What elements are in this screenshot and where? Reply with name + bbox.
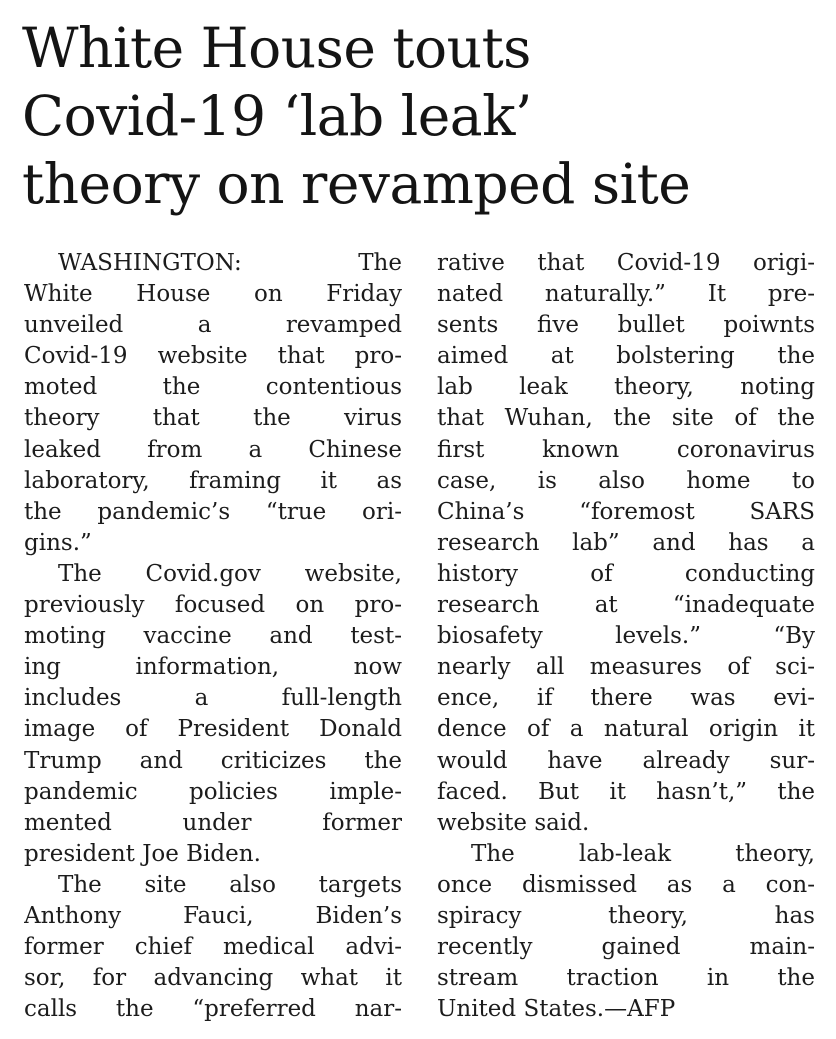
body-line: research at “inadequate bbox=[437, 592, 815, 619]
body-line: The Covid.gov website, bbox=[58, 560, 402, 587]
body-line: would have already sur- bbox=[437, 747, 815, 774]
article-column-left bbox=[24, 248, 402, 1025]
body-line: that Wuhan, the site of the bbox=[437, 405, 815, 432]
body-line: dence of a natural origin it bbox=[437, 716, 815, 743]
headline bbox=[22, 14, 822, 218]
body-line: first known coronavirus bbox=[437, 436, 815, 463]
body-line: includes a full-length bbox=[24, 685, 402, 712]
body-line: former chief medical advi- bbox=[24, 934, 402, 961]
body-line: gins.” bbox=[24, 529, 92, 556]
body-line: unveiled a revamped bbox=[24, 312, 402, 339]
body-line: United States.—AFP bbox=[437, 996, 676, 1023]
headline-line: White House touts bbox=[22, 16, 531, 80]
body-line: biosafety levels.” “By bbox=[437, 623, 815, 650]
body-line: case, is also home to bbox=[437, 467, 815, 494]
body-line: leaked from a Chinese bbox=[24, 436, 402, 463]
body-line: Anthony Fauci, Biden’s bbox=[24, 902, 402, 929]
body-line: research lab” and has a bbox=[437, 529, 815, 556]
body-line: spiracy theory, has bbox=[437, 902, 815, 929]
body-line: faced. But it hasn’t,” the bbox=[437, 778, 815, 805]
body-line: once dismissed as a con- bbox=[437, 871, 815, 898]
body-line: moted the contentious bbox=[24, 374, 402, 401]
body-line: image of President Donald bbox=[24, 716, 402, 743]
body-line: nated naturally.” It pre- bbox=[437, 281, 815, 308]
body-line: website said. bbox=[437, 809, 590, 836]
headline-line: Covid-19 ‘lab leak’ bbox=[22, 84, 532, 148]
body-line: history of conducting bbox=[437, 560, 815, 587]
body-line: the pandemic’s “true ori- bbox=[24, 498, 402, 525]
body-line: The lab-leak theory, bbox=[471, 840, 815, 867]
body-line: aimed at bolstering the bbox=[437, 343, 815, 370]
body-line: laboratory, framing it as bbox=[24, 467, 402, 494]
body-line: WASHINGTON: The bbox=[58, 250, 402, 276]
body-line: China’s “foremost SARS bbox=[437, 498, 815, 525]
body-line: sor, for advancing what it bbox=[24, 965, 402, 992]
headline-line: theory on revamped site bbox=[22, 152, 691, 216]
body-line: ence, if there was evi- bbox=[437, 685, 815, 712]
body-line: White House on Friday bbox=[24, 281, 402, 308]
body-line: nearly all measures of sci- bbox=[437, 654, 815, 681]
body-line: mented under former bbox=[24, 809, 402, 836]
body-line: moting vaccine and test- bbox=[24, 623, 402, 650]
body-line: previously focused on pro- bbox=[24, 592, 402, 619]
body-line: recently gained main- bbox=[437, 934, 815, 961]
body-line: Trump and criticizes the bbox=[24, 747, 402, 774]
body-line: stream traction in the bbox=[437, 965, 815, 992]
body-line: lab leak theory, noting bbox=[437, 374, 815, 401]
article-column-right bbox=[437, 248, 815, 1025]
body-line: president Joe Biden. bbox=[24, 840, 261, 867]
body-line: The site also targets bbox=[58, 871, 402, 898]
body-line: ing information, now bbox=[24, 654, 402, 681]
body-line: theory that the virus bbox=[24, 405, 402, 432]
body-line: calls the “preferred nar- bbox=[24, 996, 402, 1023]
body-line: rative that Covid-19 origi- bbox=[437, 250, 815, 276]
body-line: sents five bullet poiwnts bbox=[437, 312, 815, 339]
body-line: Covid-19 website that pro- bbox=[24, 343, 402, 370]
body-line: pandemic policies imple- bbox=[24, 778, 402, 805]
